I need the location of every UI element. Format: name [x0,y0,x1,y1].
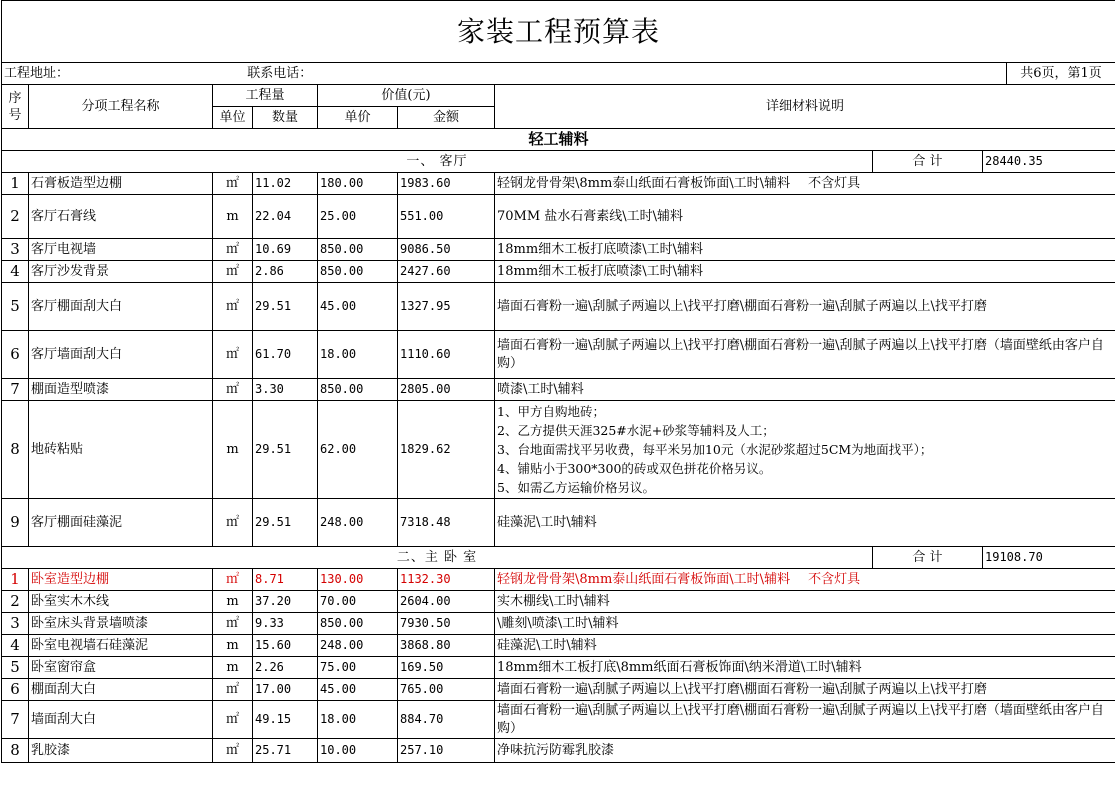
row-number: 7 [2,379,29,401]
item-unit: ㎡ [213,331,253,379]
page-title: 家装工程预算表 [2,1,1115,63]
item-unit: ㎡ [213,239,253,261]
detail-text: 18mm细木工板打底喷漆\工时\辅料 [497,264,703,279]
item-amount: 2805.00 [398,379,495,401]
header-amount: 金额 [398,107,495,129]
item-name: 地砖粘贴 [29,401,213,499]
item-unit-price: 25.00 [318,195,398,239]
section-header-row [2,151,1115,173]
detail-text: 喷漆\工时\辅料 [497,382,584,397]
item-quantity: 15.60 [253,635,318,657]
header-detail: 详细材料说明 [495,85,1115,129]
row-number: 3 [2,239,29,261]
row-number: 4 [2,635,29,657]
item-quantity: 29.51 [253,401,318,499]
item-unit-price: 850.00 [318,261,398,283]
item-amount: 2427.60 [398,261,495,283]
detail-text: 轻钢龙骨骨架\8mm泰山纸面石膏板饰面\工时\辅料 [497,572,791,587]
detail-text: 墙面石膏粉一遍\刮腻子两遍以上\找平打磨\棚面石膏粉一遍\刮腻子两遍以上\找平打磨（墙面壁纸由客户自购） [497,702,1104,736]
item-unit-price: 62.00 [318,401,398,499]
item-name: 棚面刮大白 [29,679,213,701]
item-quantity: 29.51 [253,283,318,331]
page-info: 共6页，第1页 [1007,63,1115,85]
item-quantity: 2.86 [253,261,318,283]
item-unit-price: 18.00 [318,701,398,739]
table-row [2,261,1115,283]
detail-text: 墙面石膏粉一遍\刮腻子两遍以上\找平打磨\棚面石膏粉一遍\刮腻子两遍以上\找平打磨（墙面壁纸由客户自购） [497,337,1104,371]
item-unit: ㎡ [213,261,253,283]
header-unit-price: 单价 [318,107,398,129]
item-detail [495,569,1115,591]
row-number: 6 [2,331,29,379]
item-amount: 1983.60 [398,173,495,195]
header-quantity-group: 工程量 [213,85,318,107]
item-name: 卧室床头背景墙喷漆 [29,613,213,635]
item-name: 墙面刮大白 [29,701,213,739]
item-name: 客厅棚面硅藻泥 [29,499,213,547]
section-total-label: 合 计 [873,151,983,173]
item-quantity: 17.00 [253,679,318,701]
section-title: 一、 客厅 [2,151,873,173]
item-quantity: 8.71 [253,569,318,591]
item-name: 客厅石膏线 [29,195,213,239]
section-total-label: 合 计 [873,547,983,569]
phone-label: 联系电话： [247,66,313,81]
item-unit: ㎡ [213,679,253,701]
item-amount: 765.00 [398,679,495,701]
row-number: 8 [2,401,29,499]
header-price-group: 价值(元) [318,85,495,107]
item-unit: m [213,635,253,657]
item-detail [495,195,1115,239]
item-amount: 884.70 [398,701,495,739]
detail-text: 实木棚线\工时\辅料 [497,594,610,609]
row-number: 3 [2,613,29,635]
item-unit-price: 75.00 [318,657,398,679]
item-detail [495,657,1115,679]
item-detail [495,591,1115,613]
category-title: 轻工辅料 [2,129,1115,151]
item-unit-price: 248.00 [318,635,398,657]
item-amount: 7318.48 [398,499,495,547]
row-number: 1 [2,569,29,591]
item-amount: 9086.50 [398,239,495,261]
item-name: 客厅电视墙 [29,239,213,261]
item-name: 卧室实木木线 [29,591,213,613]
item-quantity: 2.26 [253,657,318,679]
item-amount: 3868.80 [398,635,495,657]
item-unit: ㎡ [213,379,253,401]
item-quantity: 61.70 [253,331,318,379]
item-unit: ㎡ [213,701,253,739]
item-unit-price: 10.00 [318,739,398,763]
detail-text: \雕刻\喷漆\工时\辅料 [497,616,619,631]
item-quantity: 37.20 [253,591,318,613]
item-unit: ㎡ [213,613,253,635]
item-detail [495,635,1115,657]
table-row [2,401,1115,499]
row-number: 7 [2,701,29,739]
item-unit-price: 850.00 [318,613,398,635]
row-number: 2 [2,591,29,613]
item-quantity: 22.04 [253,195,318,239]
header-unit: 单位 [213,107,253,129]
item-unit-price: 45.00 [318,283,398,331]
info-row [2,63,1007,85]
detail-text: 墙面石膏粉一遍\刮腻子两遍以上\找平打磨\棚面石膏粉一遍\刮腻子两遍以上\找平打磨 [497,682,987,697]
item-detail [495,701,1115,739]
table-row [2,379,1115,401]
item-unit: ㎡ [213,569,253,591]
table-row [2,657,1115,679]
item-name: 石膏板造型边棚 [29,173,213,195]
row-number: 1 [2,173,29,195]
item-detail [495,739,1115,763]
item-detail [495,613,1115,635]
detail-text: 70MM 盐水石膏素线\工时\辅料 [497,209,684,224]
detail-line: 5、如需乙方运输价格另议。 [497,480,655,495]
table-row [2,739,1115,763]
item-name: 卧室电视墙石硅藻泥 [29,635,213,657]
row-number: 5 [2,283,29,331]
row-number: 8 [2,739,29,763]
item-quantity: 49.15 [253,701,318,739]
address-label: 工程地址： [4,66,70,81]
item-unit-price: 130.00 [318,569,398,591]
item-detail [495,173,1115,195]
item-unit-price: 248.00 [318,499,398,547]
item-unit-price: 850.00 [318,239,398,261]
table-row [2,679,1115,701]
detail-text: 轻钢龙骨骨架\8mm泰山纸面石膏板饰面\工时\辅料 [497,176,791,191]
item-amount: 7930.50 [398,613,495,635]
item-quantity: 9.33 [253,613,318,635]
item-name: 客厅棚面刮大白 [29,283,213,331]
section-header-row [2,547,1115,569]
item-unit: ㎡ [213,739,253,763]
detail-text: 硅藻泥\工时\辅料 [497,515,597,530]
item-unit-price: 45.00 [318,679,398,701]
item-quantity: 10.69 [253,239,318,261]
item-amount: 551.00 [398,195,495,239]
item-detail [495,499,1115,547]
item-detail [495,379,1115,401]
row-number: 5 [2,657,29,679]
item-name: 客厅墙面刮大白 [29,331,213,379]
table-row [2,635,1115,657]
item-unit: ㎡ [213,283,253,331]
row-number: 2 [2,195,29,239]
item-detail [495,283,1115,331]
row-number: 4 [2,261,29,283]
table-row [2,613,1115,635]
item-unit: m [213,591,253,613]
budget-table [1,0,1115,763]
item-amount: 169.50 [398,657,495,679]
item-name: 棚面造型喷漆 [29,379,213,401]
item-detail [495,331,1115,379]
item-unit-price: 70.00 [318,591,398,613]
item-name: 乳胶漆 [29,739,213,763]
item-quantity: 29.51 [253,499,318,547]
item-name: 客厅沙发背景 [29,261,213,283]
detail-text: 18mm细木工板打底喷漆\工时\辅料 [497,242,703,257]
item-quantity: 3.30 [253,379,318,401]
header-qty: 数量 [253,107,318,129]
table-row [2,591,1115,613]
table-row [2,239,1115,261]
row-number: 6 [2,679,29,701]
table-row [2,283,1115,331]
item-name: 卧室窗帘盒 [29,657,213,679]
item-name: 卧室造型边棚 [29,569,213,591]
item-unit: ㎡ [213,173,253,195]
header-seq: 序 号 [2,85,29,129]
item-unit: m [213,401,253,499]
detail-text: 硅藻泥\工时\辅料 [497,638,597,653]
item-amount: 1829.62 [398,401,495,499]
item-quantity: 25.71 [253,739,318,763]
detail-line: 4、铺贴小于300*300的砖或双色拼花价格另议。 [497,461,772,476]
item-amount: 1110.60 [398,331,495,379]
table-row [2,173,1115,195]
item-amount: 1132.30 [398,569,495,591]
header-name: 分项工程名称 [29,85,213,129]
detail-line: 3、台地面需找平另收费，每平米另加10元（水泥砂浆超过5CM为地面找平）； [497,442,933,457]
detail-line: 2、乙方提供天涯325#水泥+砂浆等辅料及人工； [497,423,775,438]
table-row [2,195,1115,239]
section-total-value: 28440.35 [983,151,1115,173]
table-row [2,569,1115,591]
table-row [2,499,1115,547]
detail-note: 不含灯具 [808,176,861,191]
detail-text: 净味抗污防霉乳胶漆 [497,743,615,758]
detail-note: 不含灯具 [808,572,861,587]
item-detail [495,261,1115,283]
item-amount: 2604.00 [398,591,495,613]
item-detail [495,679,1115,701]
item-unit: ㎡ [213,499,253,547]
table-row [2,331,1115,379]
section-total-value: 19108.70 [983,547,1115,569]
table-row [2,701,1115,739]
item-unit-price: 18.00 [318,331,398,379]
item-unit-price: 180.00 [318,173,398,195]
item-unit-price: 850.00 [318,379,398,401]
item-amount: 257.10 [398,739,495,763]
item-amount: 1327.95 [398,283,495,331]
item-detail [495,239,1115,261]
item-quantity: 11.02 [253,173,318,195]
detail-line: 1、甲方自购地砖； [497,404,605,419]
item-detail [495,401,1115,499]
item-unit: m [213,195,253,239]
row-number: 9 [2,499,29,547]
detail-text: 墙面石膏粉一遍\刮腻子两遍以上\找平打磨\棚面石膏粉一遍\刮腻子两遍以上\找平打磨 [497,299,987,314]
section-title: 二、主 卧 室 [2,547,873,569]
detail-text: 18mm细木工板打底\8mm纸面石膏板饰面\纳米滑道\工时\辅料 [497,660,862,675]
item-unit: m [213,657,253,679]
